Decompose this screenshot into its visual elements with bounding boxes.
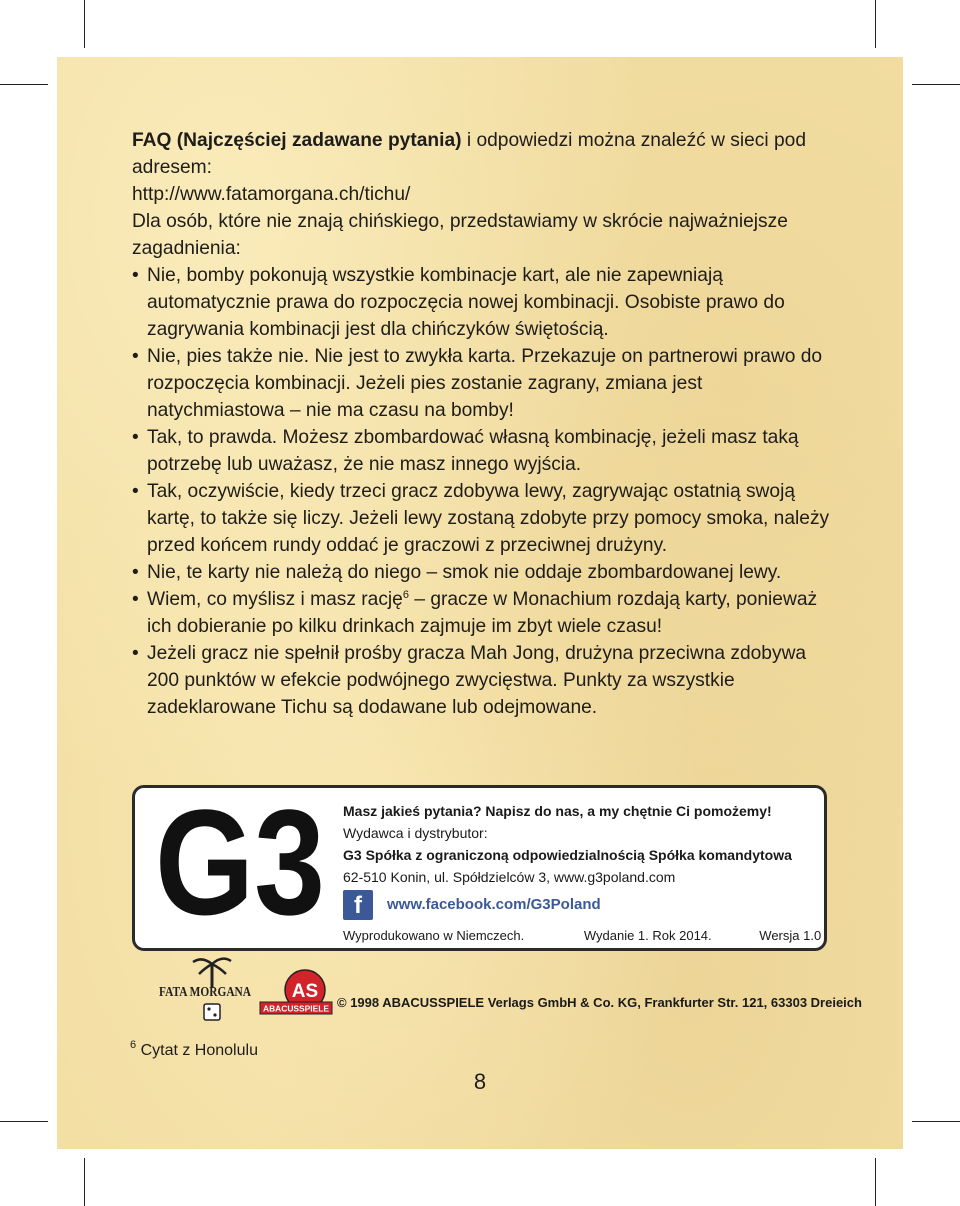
production-info <box>343 928 821 943</box>
made-in: Wyprodukowano w Niemczech. <box>343 928 525 943</box>
g3-logo <box>153 778 328 946</box>
palm-tree-icon <box>193 959 231 988</box>
page-number: 8 <box>473 1069 487 1094</box>
dice-icon <box>204 1004 220 1020</box>
parchment-page <box>57 57 903 1149</box>
version: Wersja 1.0 <box>759 928 822 943</box>
edition: Wydanie 1. Rok 2014. <box>583 928 712 943</box>
faq-answers-list <box>132 262 842 721</box>
list-item: • Jeżeli gracz nie spełnił prośby gracza Mah Jong, drużyna przeciwna zdobywa 200 punktów w efekcie podwójnego zwycięstwa. Punkty za wszystkie zadeklarowane Tichu są dodawane lub odejmowane. <box>132 640 842 721</box>
publisher-info-box <box>132 778 827 951</box>
faq-url[interactable]: http://www.fatamorgana.ch/tichu/ <box>132 184 411 205</box>
faq-title: FAQ (Najczęściej zadawane pytania) <box>132 130 462 151</box>
faq-section <box>132 127 842 721</box>
facebook-icon: f <box>343 890 373 920</box>
bullet-text: Wiem, co myślisz i masz rację <box>147 589 403 610</box>
faq-intro-text: i odpowiedzi można znaleźć w sieci pod adresem: <box>132 130 807 178</box>
publisher-details <box>343 800 792 920</box>
crop-mark <box>0 1121 48 1122</box>
list-item: • Nie, pies także nie. Nie jest to zwykła karta. Przekazuje on partnerowi prawo do rozpoczęcia kombinacji. Jeżeli pies zostanie zagrany, zmiana jest natychmiastowa – nie ma czasu na bomby! <box>132 343 842 424</box>
g3-logo-text: G3 <box>155 778 325 946</box>
crop-mark <box>912 1121 960 1122</box>
facebook-link[interactable]: www.facebook.com/G3Poland <box>387 896 601 913</box>
list-item: • Nie, te karty nie należą do niego – smok nie oddaje zbombardowanej lewy. <box>132 559 842 586</box>
footnote-ref: 6 <box>402 589 409 601</box>
partner-logos <box>157 952 357 1032</box>
contact-question: Masz jakieś pytania? Napisz do nas, a my chętnie Ci pomożemy! <box>343 803 772 819</box>
footnote-text: Cytat z Honolulu <box>136 1042 258 1059</box>
crop-mark <box>84 0 85 48</box>
company-address: 62-510 Konin, ul. Spółdzielców 3, www.g3poland.com <box>343 869 676 885</box>
crop-mark <box>0 84 48 85</box>
list-item: • Tak, to prawda. Możesz zbombardować własną kombinację, jeżeli masz taką potrzebę lub uważasz, że nie masz innego wyjścia. <box>132 424 842 478</box>
facebook-row <box>343 890 792 920</box>
company-name: G3 Spółka z ograniczoną odpowiedzialnością Spółka komandytowa <box>343 847 792 863</box>
abacus-logo <box>260 970 332 1014</box>
crop-mark <box>84 1158 85 1206</box>
crop-mark <box>875 1158 876 1206</box>
crop-mark <box>875 0 876 48</box>
footnote <box>130 1039 258 1060</box>
faq-intro <box>132 127 842 181</box>
faq-intro-2: Dla osób, które nie znają chińskiego, przedstawiamy w skrócie najważniejsze zagadnienia: <box>132 211 788 259</box>
abacus-badge-text: AS <box>291 981 319 1002</box>
crop-mark <box>912 84 960 85</box>
list-item: • Tak, oczywiście, kiedy trzeci gracz zdobywa lewy, zagrywając ostatnią swoją kartę, to także się liczy. Jeżeli lewy zostaną zdobyte przy pomocy smoka, należy przed końcem rundy oddać je graczowi z przeciwnej drużyny. <box>132 478 842 559</box>
list-item <box>132 586 842 640</box>
abacus-logo-text: ABACUSSPIELE <box>263 1004 330 1014</box>
copyright-notice: © 1998 ABACUSSPIELE Verlags GmbH & Co. KG, Frankfurter Str. 121, 63303 Dreieich <box>337 995 862 1010</box>
footnote-number: 6 <box>130 1039 137 1051</box>
fatamorgana-logo-text: FATA MORGANA <box>159 985 252 1000</box>
publisher-label: Wydawca i dystrybutor: <box>343 825 488 841</box>
bullet-text: – gracze w Monachium rozdają karty, ponieważ ich dobieranie po kilku drinkach zajmuje im zbyt wiele czasu! <box>147 589 818 637</box>
list-item: • Nie, bomby pokonują wszystkie kombinacje kart, ale nie zapewniają automatycznie prawa do rozpoczęcia nowej kombinacji. Osobiste prawo do zagrywania kombinacji jest dla chińczyków świętością. <box>132 262 842 343</box>
